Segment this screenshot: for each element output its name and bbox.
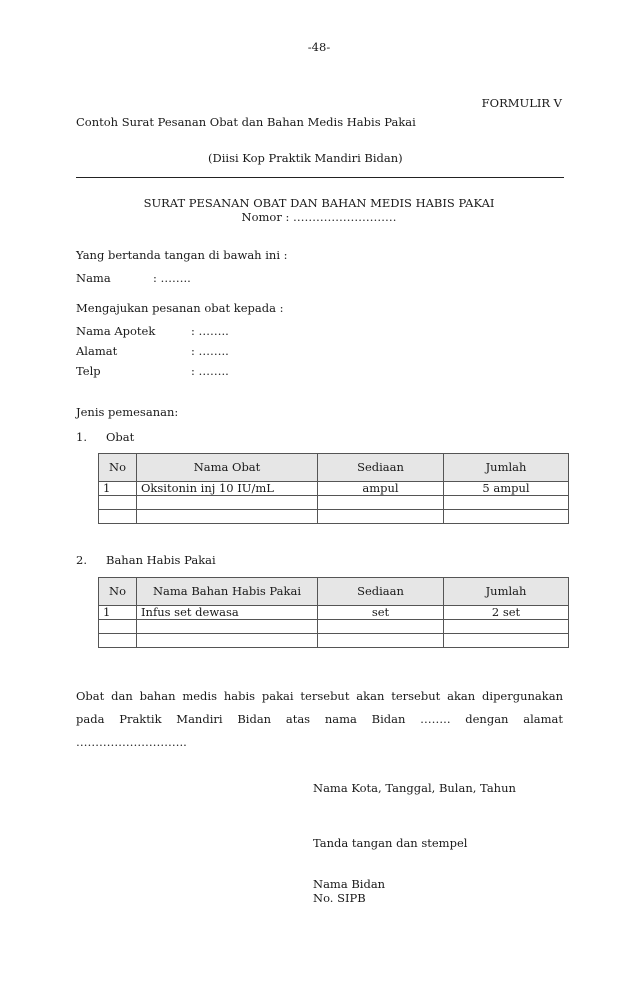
cell-quantity xyxy=(444,634,569,648)
order-intro: Mengajukan pesanan obat kepada : xyxy=(76,301,284,315)
form-code: FORMULIR V xyxy=(481,96,562,110)
header-preparation: Sediaan xyxy=(318,578,444,606)
pharmacy-address-value: : …….. xyxy=(191,344,229,358)
letter-title: SURAT PESANAN OBAT DAN BAHAN MEDIS HABIS PAKAI xyxy=(143,196,495,210)
closing-line-2: pada Praktik Mandiri Bidan atas nama Bidan …….. dengan alamat xyxy=(76,712,563,726)
section1-title: Obat xyxy=(106,430,135,444)
cell-name: Oksitonin inj 10 IU/mL xyxy=(137,482,318,496)
order-type-label: Jenis pemesanan: xyxy=(76,405,179,419)
cell-preparation: set xyxy=(318,606,444,620)
cell-name xyxy=(137,510,318,524)
table-row xyxy=(99,606,569,620)
letterhead-note: (Diisi Kop Praktik Mandiri Bidan) xyxy=(208,151,403,165)
sipb-number: No. SIPB xyxy=(313,891,366,905)
cell-no: 1 xyxy=(99,606,137,620)
table-header-row xyxy=(99,578,569,606)
header-no: No xyxy=(99,578,137,606)
closing-line-1: Obat dan bahan medis habis pakai tersebut akan tersebut akan dipergunakan xyxy=(76,689,563,703)
page-number: -48- xyxy=(307,40,331,54)
cell-preparation xyxy=(318,510,444,524)
header-no: No xyxy=(99,454,137,482)
midwife-name: Nama Bidan xyxy=(313,877,386,891)
table-row xyxy=(99,482,569,496)
divider xyxy=(76,177,564,178)
cell-no: 1 xyxy=(99,482,137,496)
consumables-table xyxy=(98,577,569,648)
pharmacy-name-value: : …….. xyxy=(191,324,229,338)
table-row xyxy=(99,496,569,510)
cell-no xyxy=(99,620,137,634)
signer-name-label: Nama xyxy=(76,271,111,285)
closing-line-3: ……………………….. xyxy=(76,735,187,749)
doc-heading: Contoh Surat Pesanan Obat dan Bahan Medis Habis Pakai xyxy=(76,115,416,129)
cell-quantity xyxy=(444,620,569,634)
cell-quantity xyxy=(444,496,569,510)
place-date: Nama Kota, Tanggal, Bulan, Tahun xyxy=(313,781,516,795)
section2-number: 2. xyxy=(76,553,87,567)
header-quantity: Jumlah xyxy=(444,454,569,482)
cell-no xyxy=(99,510,137,524)
cell-quantity: 2 set xyxy=(444,606,569,620)
header-quantity: Jumlah xyxy=(444,578,569,606)
header-preparation: Sediaan xyxy=(318,454,444,482)
cell-name xyxy=(137,496,318,510)
pharmacy-address-label: Alamat xyxy=(76,344,118,358)
cell-no xyxy=(99,634,137,648)
cell-name xyxy=(137,620,318,634)
pharmacy-name-label: Nama Apotek xyxy=(76,324,156,338)
cell-quantity xyxy=(444,510,569,524)
cell-preparation xyxy=(318,496,444,510)
cell-quantity: 5 ampul xyxy=(444,482,569,496)
cell-name: Infus set dewasa xyxy=(137,606,318,620)
header-name: Nama Bahan Habis Pakai xyxy=(137,578,318,606)
cell-preparation xyxy=(318,634,444,648)
header-name: Nama Obat xyxy=(137,454,318,482)
cell-preparation xyxy=(318,620,444,634)
signature-stamp: Tanda tangan dan stempel xyxy=(313,836,468,850)
signer-intro: Yang bertanda tangan di bawah ini : xyxy=(76,248,288,262)
table-row xyxy=(99,510,569,524)
letter-number: Nomor : ……………………… xyxy=(241,210,397,224)
pharmacy-phone-value: : …….. xyxy=(191,364,229,378)
signer-name-value: : …….. xyxy=(153,271,191,285)
pharmacy-phone-label: Telp xyxy=(76,364,101,378)
table-row xyxy=(99,634,569,648)
table-row xyxy=(99,620,569,634)
cell-no xyxy=(99,496,137,510)
cell-name xyxy=(137,634,318,648)
cell-preparation: ampul xyxy=(318,482,444,496)
section1-number: 1. xyxy=(76,430,87,444)
table-header-row xyxy=(99,454,569,482)
section2-title: Bahan Habis Pakai xyxy=(106,553,216,567)
medicine-table xyxy=(98,453,569,524)
